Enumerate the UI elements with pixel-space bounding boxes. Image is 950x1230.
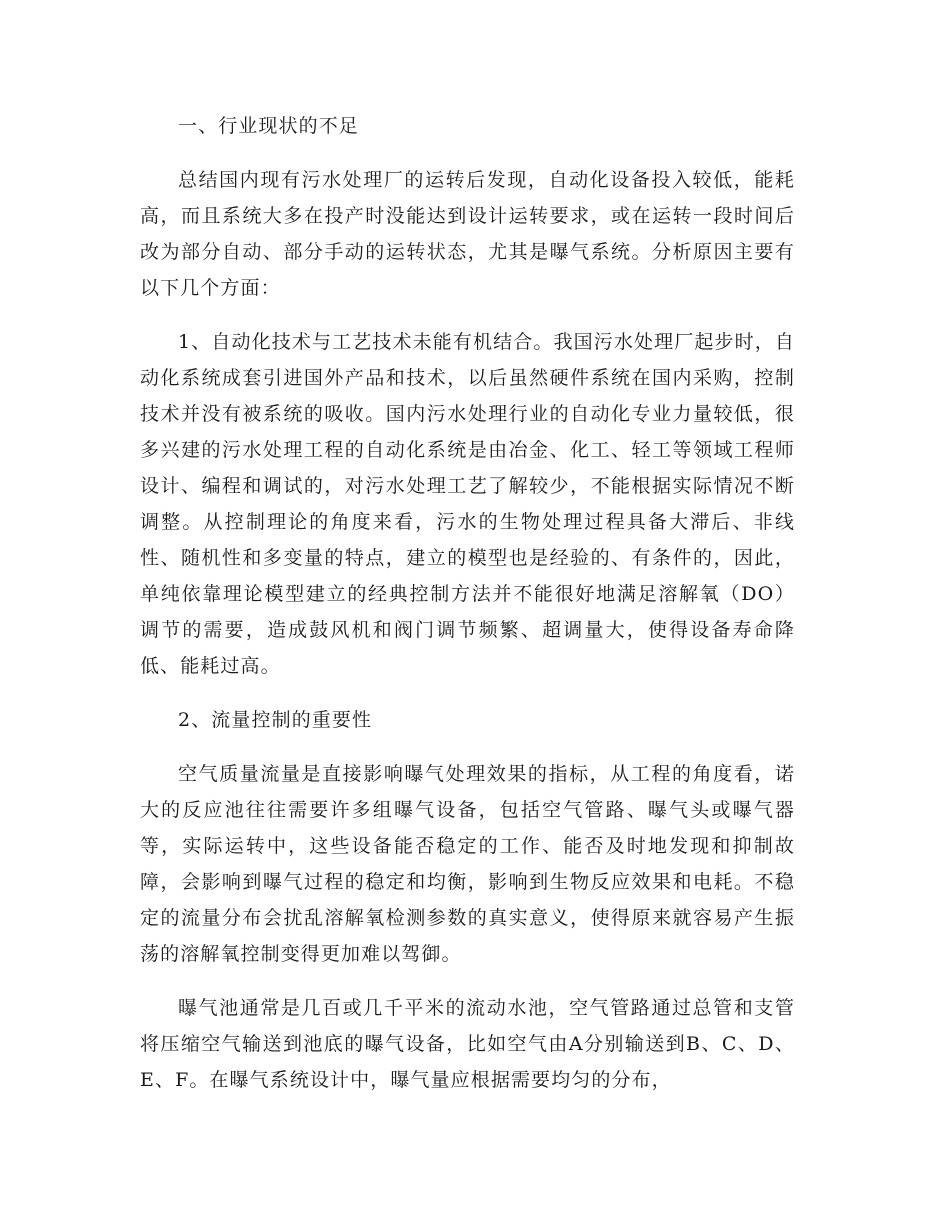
paragraph-spacer (140, 972, 795, 990)
paragraph-flow-importance: 空气质量流量是直接影响曝气处理效果的指标，从工程的角度看，诺大的反应池往往需要许多组曝气设备，包括空气管路、曝气头或曝气器等，实际运转中，这些设备能否稳定的工作、能否及时地发现和抑制故障，会影响到曝气过程的稳定和均衡，影响到生物反应效果和电耗。不稳定的流量分布会扰乱溶解氧检测参数的真实意义，使得原来就容易产生振荡的溶解氧控制变得更加难以驾御。 (140, 763, 795, 965)
section-heading-1: 一、行业现状的不足 (178, 115, 359, 137)
paragraph-spacer (140, 684, 795, 702)
paragraph-spacer (140, 144, 795, 162)
paragraph-aeration-tank: 曝气池通常是几百或几千平米的流动水池，空气管路通过总管和支管将压缩空气输送到池底的曝气设备，比如空气由A分别输送到B、C、D、E、F。在曝气系统设计中，曝气量应根据需要均匀的分布， (140, 997, 795, 1091)
document-body (140, 108, 795, 1098)
section-heading-2: 2、流量控制的重要性 (178, 709, 373, 731)
paragraph-spacer (140, 306, 795, 324)
paragraph-item-1: 1、自动化技术与工艺技术未能有机结合。我国污水处理厂起步时，自动化系统成套引进国外产品和技术，以后虽然硬件系统在国内采购，控制技术并没有被系统的吸收。国内污水处理行业的自动化专业力量较低，很多兴建的污水处理工程的自动化系统是由冶金、化工、轻工等领域工程师设计、编程和调试的，对污水处理工艺了解较少，不能根据实际情况不断调整。从控制理论的角度来看，污水的生物处理过程具备大滞后、非线性、随机性和多变量的特点，建立的模型也是经验的、有条件的，因此，单纯依靠理论模型建立的经典控制方法并不能很好地满足溶解氧（DO）调节的需要，造成鼓风机和阀门调节频繁、超调量大，使得设备寿命降低、能耗过高。 (140, 331, 795, 677)
paragraph-spacer (140, 738, 795, 756)
paragraph-overview: 总结国内现有污水处理厂的运转后发现，自动化设备投入较低，能耗高，而且系统大多在投产时没能达到设计运转要求，或在运转一段时间后改为部分自动、部分手动的运转状态，尤其是曝气系统。分析原因主要有以下几个方面： (140, 169, 795, 299)
